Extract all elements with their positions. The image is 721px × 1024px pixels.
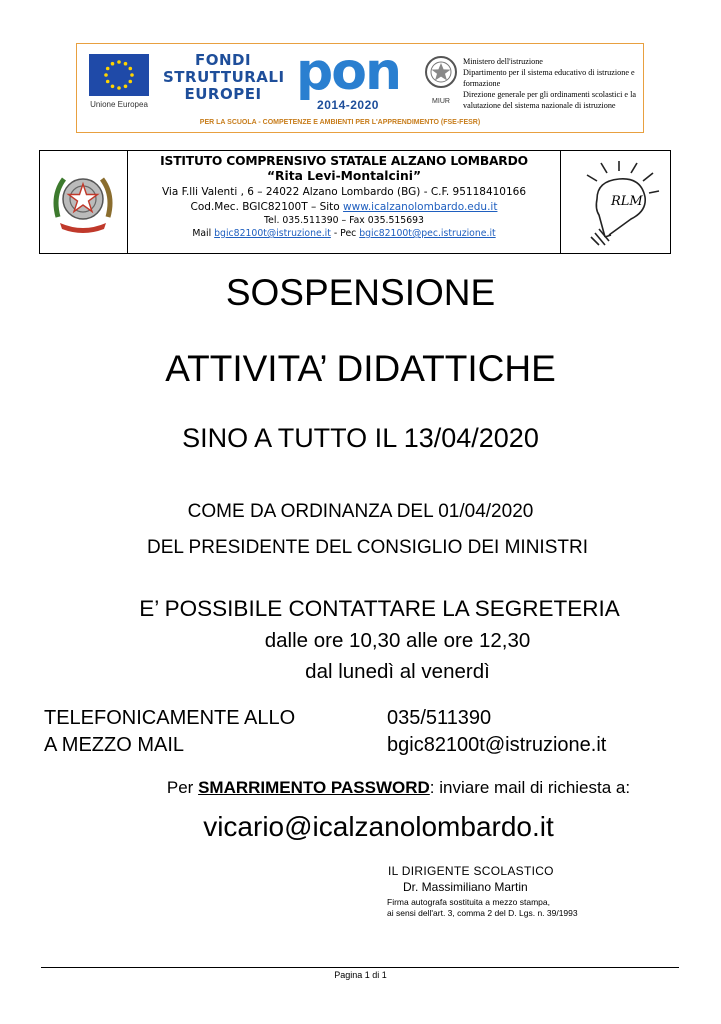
mail-value: bgic82100t@istruzione.it [387,734,607,756]
school-address: Via F.lli Valenti , 6 – 24022 Alzano Lombardo (BG) - C.F. 95118410166 [161,186,527,198]
miur-label: MIUR [432,98,450,105]
fondi-strutturali-logo [163,52,283,103]
phone-label: TELEFONICAMENTE ALLO [44,707,296,729]
miur-text [463,56,643,111]
pon-banner [76,43,644,133]
miur-line-1: Ministero dell'istruzione [463,57,543,66]
fondi-line-1: FONDI [194,51,252,69]
school-codmec [128,201,560,213]
ordinance-line-2: DEL PRESIDENTE DEL CONSIGLIO DEI MINISTRI [147,537,588,558]
password-bold: SMARRIMENTO PASSWORD [198,778,430,797]
school-subname: “Rita Levi-Montalcini” [266,169,422,183]
signature-note-1: Firma autografa sostituita a mezzo stampa, [387,897,550,907]
days-line: dal lunedì al venerdì [305,660,490,683]
pon-logo: pon [296,42,400,102]
banner-strip: PER LA SCUOLA - COMPETENZE E AMBIENTI PER L'APPRENDIMENTO (FSE-FESR) [199,119,481,126]
password-prefix: Per [166,778,199,797]
page-number: Pagina 1 di 1 [334,970,387,980]
miur-line-2: Dipartimento per il sistema educativo di istruzione e formazione [463,68,635,88]
notice-title-1: SOSPENSIONE [225,272,496,313]
fondi-line-3: EUROPEI [184,85,262,103]
republic-emblem-icon [50,165,116,237]
signature-name: Dr. Massimiliano Martin [403,880,528,894]
school-header [39,150,671,254]
school-phone: Tel. 035.511390 – Fax 035.515693 [264,215,424,226]
school-pec-link[interactable]: bgic82100t@pec.istruzione.it [359,228,496,239]
notice-until: SINO A TUTTO IL 13/04/2020 [182,423,539,453]
hours-line: dalle ore 10,30 alle ore 12,30 [264,629,531,652]
password-suffix: : inviare mail di richiesta a: [429,778,631,797]
eu-flag-icon [89,54,149,96]
fondi-line-2: STRUTTURALI [163,68,285,86]
rlm-logo-text: RLM [611,194,643,209]
mail-label: A MEZZO MAIL [44,734,185,756]
republic-emblem-cell [40,151,128,253]
ordinance-line-1: COME DA ORDINANZA DEL 01/04/2020 [187,501,534,522]
vicario-email: vicario@icalzanolombardo.it [203,811,554,842]
eu-label: Unione Europea [90,100,148,109]
mail-prefix: Mail [192,228,215,239]
notice-title-2: ATTIVITA’ DIDATTICHE [165,348,556,389]
school-name: ISTITUTO COMPRENSIVO STATALE ALZANO LOMBARDO [160,154,528,168]
signature-note [387,897,578,919]
phone-value: 035/511390 [387,707,492,729]
pec-prefix: - Pec [330,228,360,239]
school-mail-line [128,228,560,239]
codmec-text: Cod.Mec. BGIC82100T – Sito [190,201,344,213]
pon-years: 2014-2020 [317,98,379,112]
lightbulb-logo-icon [569,157,661,247]
signature-note-2: ai sensi dell'art. 3, comma 2 del D. Lgs. n. 39/1993 [387,908,578,918]
school-site-link[interactable]: www.icalzanolombardo.edu.it [343,201,498,213]
miur-emblem-icon [423,54,459,90]
school-info [128,151,560,253]
school-logo-cell [560,151,670,253]
miur-line-3: Direzione generale per gli ordinamenti scolastici e la valutazione del sistema nazionale di istruzione [463,90,637,110]
contact-line: E’ POSSIBILE CONTATTARE LA SEGRETERIA [139,596,620,621]
password-line [38,778,721,798]
footer-divider [41,967,679,968]
signature-role: IL DIRIGENTE SCOLASTICO [388,864,554,878]
school-mail-link[interactable]: bgic82100t@istruzione.it [214,228,331,239]
